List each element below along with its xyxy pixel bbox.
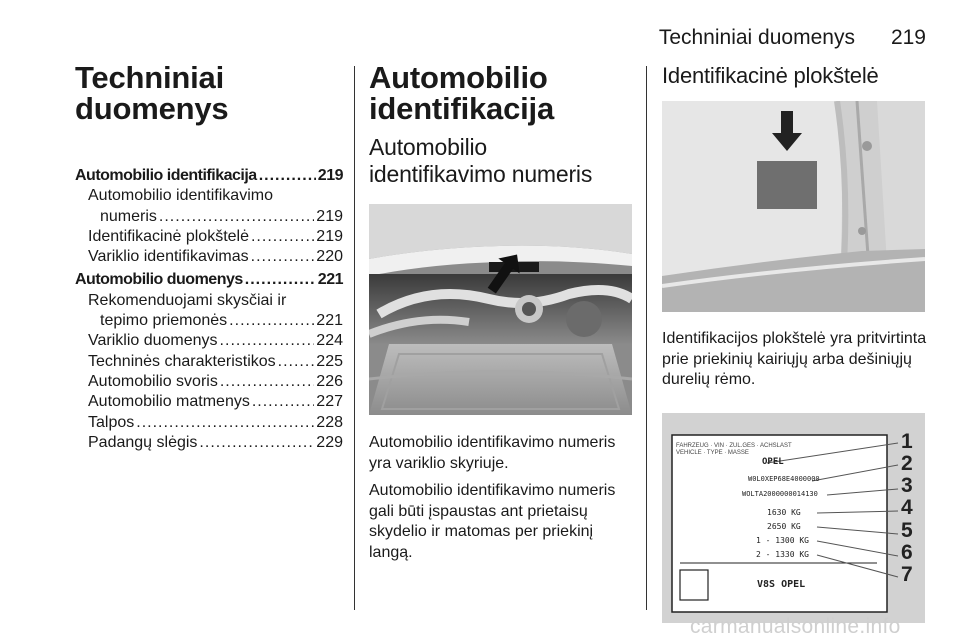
plate-location-text: Identifikacijos plokštelė yra pritvirtinta prie priekinių kairiųjų arba dešiniųjų durelių rėmo. [662,330,927,388]
column-plate [662,62,928,623]
toc-entry[interactable] [75,311,343,331]
toc-entry-page: 219 [316,227,343,245]
toc-entry-label: Talpos [88,413,135,431]
plate-bottom-text: V8S OPEL [757,578,806,590]
callout-6: 6 [901,540,913,564]
toc-entry[interactable] [75,352,343,372]
column-divider-1 [354,66,355,610]
toc-entry[interactable] [75,392,343,412]
callout-1: 1 [901,429,913,453]
toc-entry-label: Automobilio duomenys [75,271,243,289]
callout-3: 3 [901,474,913,498]
toc-leader-dots [220,372,314,392]
plate-line-5: 2650 KG [767,521,801,531]
plate-line-6: 1 - 1300 KG [756,535,809,545]
toc-entry[interactable] [75,166,343,186]
toc-leader-dots [229,311,314,331]
svg-text:VEHICLE · TYPE · MASSE: VEHICLE · TYPE · MASSE [676,449,749,456]
door-frame-illustration [662,101,925,312]
column-toc [75,62,343,453]
toc-entry[interactable] [75,186,343,206]
callout-7: 7 [901,563,913,587]
toc-entry-label: Identifikacinė plokštelė [88,227,249,245]
engine-bay-illustration [369,204,632,415]
column-divider-2 [646,66,647,610]
toc-entry-page: 224 [316,332,343,350]
id-plate-diagram [662,413,925,623]
toc-entry-label: Padangų slėgis [88,433,198,451]
plate-callouts [901,431,913,587]
chapter-title: Techniniai duomenys [75,60,229,126]
column-vin [369,62,632,563]
svg-text:FAHRZEUG · VIN · ZUL.GES: FAHRZEUG · VIN · ZUL.GES · ACHSLAST [676,442,792,449]
plate-section-title: Identifikacinė plokštelė [662,63,879,88]
toc-entry-label: Automobilio identifikacija [75,167,257,184]
toc-entry-page: 227 [316,393,343,411]
toc-entry-page: 228 [316,413,343,431]
toc-entry-label: Rekomenduojami skysčiai ir [88,291,287,309]
vin-location-text: Automobilio identifikavimo numeris yra variklio skyriuje. [369,434,616,472]
toc-entry-label: Variklio duomenys [88,332,218,350]
toc-entry[interactable] [75,433,343,453]
toc-entry-label: Automobilio svoris [88,372,218,390]
toc-entry[interactable] [75,372,343,392]
toc-entry[interactable] [75,207,343,227]
toc-leader-dots [136,413,314,433]
plate-line-7: 2 - 1330 KG [756,549,809,559]
page-number: 219 [890,26,926,49]
toc-leader-dots [251,247,315,267]
toc-entry[interactable] [75,247,343,267]
toc-entry-page: 229 [316,433,343,451]
toc-entry[interactable] [75,331,343,351]
toc-leader-dots [199,433,314,453]
toc-entry-label: Variklio identifikavimas [88,248,249,266]
subsection-title: Automobilio identifikavimo numeris [369,134,593,187]
toc-entry[interactable] [75,227,343,247]
running-title: Techniniai duomenys [658,26,855,49]
toc-leader-dots [245,270,316,290]
toc-entry-label: Automobilio matmenys [88,393,250,411]
vin-windshield-text: Automobilio identifikavimo numeris gali būti įspaustas ant prietaisų skydelio ir matomas per priekinį langą. [369,482,616,561]
toc-entry-page: 220 [316,248,343,266]
toc-leader-dots [252,392,314,412]
toc-entry-page: 221 [316,312,343,330]
watermark: carmanualsonline.info [690,615,901,638]
toc-entry-page: 225 [316,352,343,370]
toc-entry-page: 219 [317,167,343,184]
engine-bay-photo [369,204,632,415]
toc-entry-page: 226 [316,372,343,390]
toc-entry-label: numeris [100,207,157,225]
toc-leader-dots [278,352,315,372]
plate-line-4: 1630 KG [767,507,801,517]
toc-entry-label: Automobilio identifikavimo [88,187,273,205]
plate-line-2: W0L0XEP68E4000000 [748,474,820,483]
toc-leader-dots [159,207,314,227]
toc-leader-dots [259,166,316,186]
toc-entry-page: 219 [316,207,343,225]
callout-4: 4 [901,496,913,520]
table-of-contents [75,166,343,453]
toc-entry-label: tepimo priemonės [100,312,228,330]
callout-5: 5 [901,518,913,542]
door-frame-photo [662,101,925,312]
running-head [659,26,926,50]
plate-line-1: OPEL [762,456,784,467]
toc-leader-dots [251,227,314,247]
plate-line-3: WOLTA2000000014130 [742,489,818,498]
toc-entry[interactable] [75,413,343,433]
callout-2: 2 [901,451,913,475]
toc-entry[interactable] [75,270,343,290]
toc-entry-label: Techninės charakteristikos [88,352,276,370]
toc-leader-dots [220,331,315,351]
toc-entry[interactable] [75,291,343,311]
toc-entry-page: 221 [317,271,343,289]
section-title: Automobilio identifikacija [369,60,554,126]
